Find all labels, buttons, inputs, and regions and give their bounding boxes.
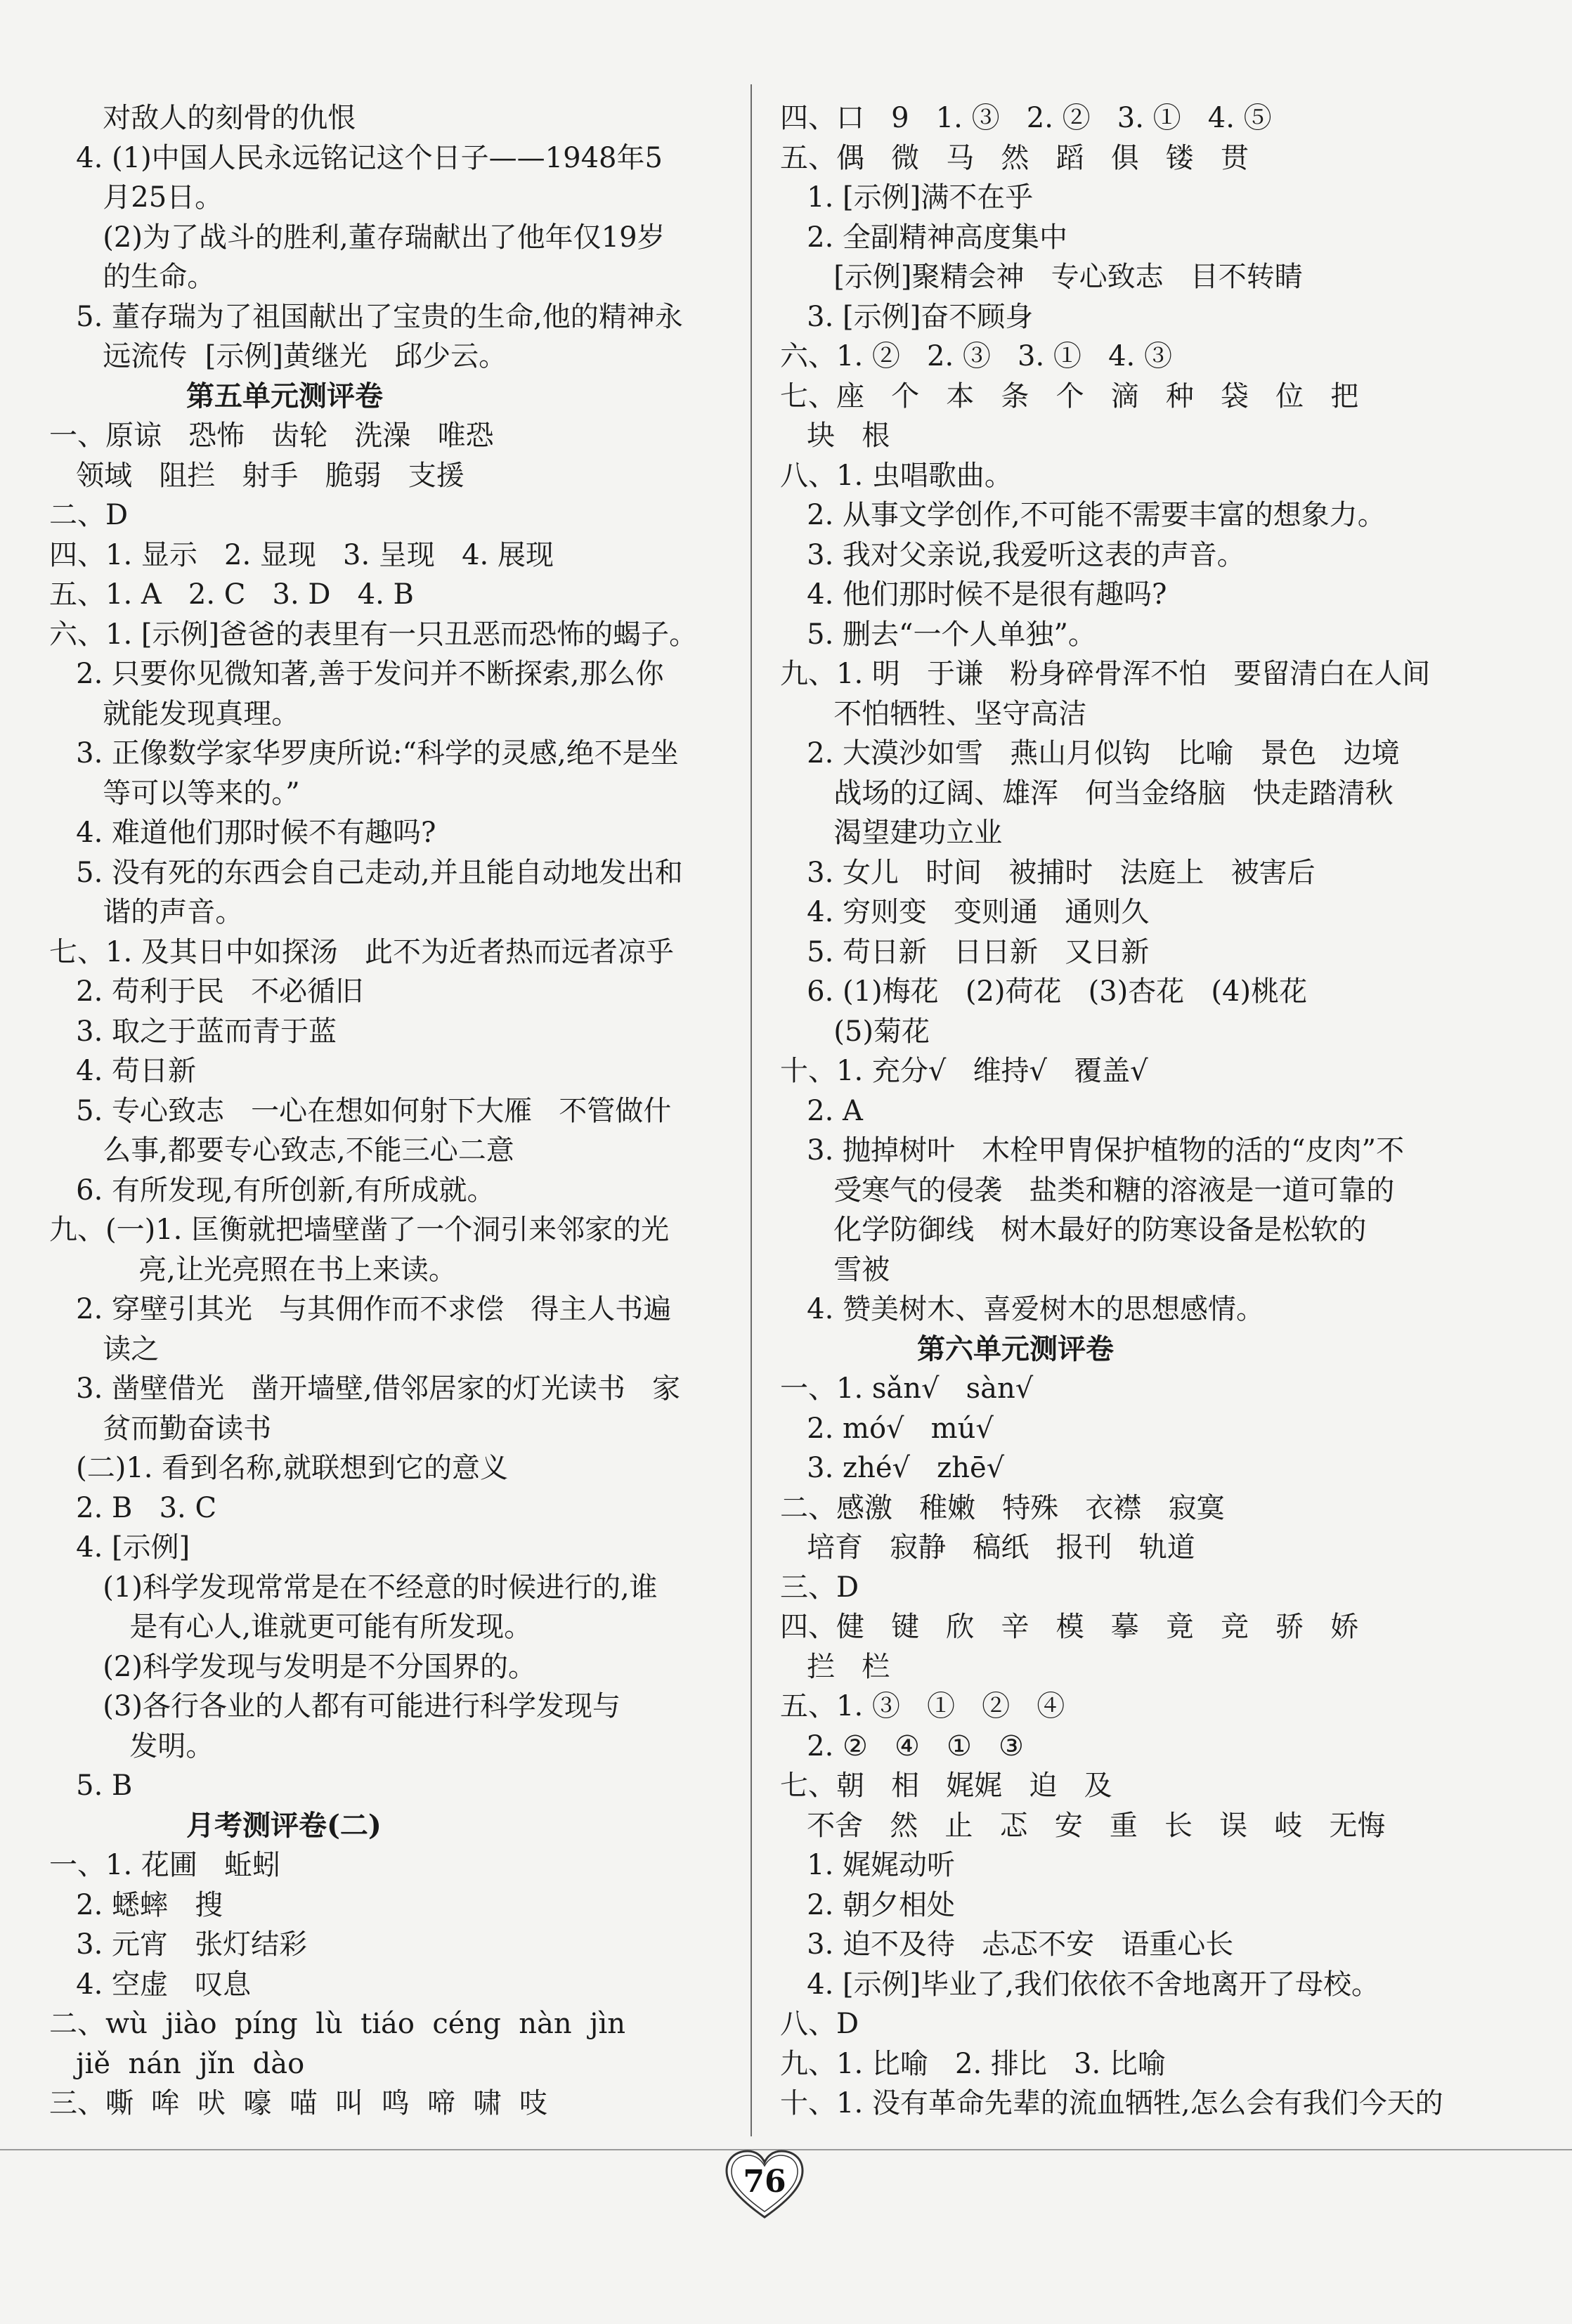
answer-line: (2)科学发现与发明是不分国界的。 <box>49 1650 536 1683</box>
answer-line: 发明。 <box>49 1729 214 1763</box>
answer-line: 5. 董存瑞为了祖国献出了宝贵的生命,他的精神永 <box>49 300 683 333</box>
answer-line: 十、1. 没有革命先辈的流血牺牲,怎么会有我们今天的 <box>780 2087 1443 2119</box>
left-column <box>49 98 724 2124</box>
answer-line: 谐的声音。 <box>49 896 244 928</box>
answer-line: 5. 苟日新 日日新 又日新 <box>780 935 1150 968</box>
answer-line: 战场的辽阔、雄浑 何当金络脑 快走踏清秋 <box>780 777 1394 810</box>
answer-line: (二)1. 看到名称,就联想到它的意义 <box>49 1452 508 1484</box>
answer-line: 2. 苟利于民 不必循旧 <box>49 975 364 1008</box>
answer-line: 七、座 个 本 条 个 滴 种 袋 位 把 <box>780 379 1359 413</box>
answer-line: 2. 只要你见微知著,善于发问并不断探索,那么你 <box>49 658 664 690</box>
answer-line: 3. 女儿 时间 被捕时 法庭上 被害后 <box>780 856 1316 889</box>
answer-line: 一、1. 花圃 蚯蚓 <box>49 1849 281 1881</box>
answer-line: 2. A <box>780 1094 863 1127</box>
answer-line: 5. 没有死的东西会自己走动,并且能自动地发出和 <box>49 856 683 889</box>
answer-line: 3. 迫不及待 忐忑不安 语重心长 <box>780 1928 1234 1961</box>
column-divider <box>751 84 752 2136</box>
answer-line: 等可以等来的。” <box>49 777 300 810</box>
answer-line: 贫而勤奋读书 <box>49 1412 272 1445</box>
answer-line: (2)为了战斗的胜利,董存瑞献出了他年仅19岁 <box>49 221 665 254</box>
answer-line: 四、健 键 欣 辛 模 摹 竟 竞 骄 娇 <box>780 1611 1359 1643</box>
answer-line: 3. 凿壁借光 凿开墙壁,借邻居家的灯光读书 家 <box>49 1372 681 1405</box>
answer-line: 四、1. 显示 2. 显现 3. 呈现 4. 展现 <box>49 538 554 571</box>
section-heading: 月考测评卷(二) <box>49 1808 382 1842</box>
page-number: 76 <box>743 2164 786 2200</box>
answer-line: 2. 全副精神高度集中 <box>780 221 1068 254</box>
answer-line: 雪被 <box>780 1253 890 1286</box>
answer-line: 三、D <box>780 1571 859 1604</box>
answer-line: 5. 删去“一个人单独”。 <box>780 618 1096 651</box>
answer-line: 2. 朝夕相处 <box>780 1888 956 1921</box>
answer-line: 渴望建功立业 <box>780 817 1003 849</box>
answer-line: 五、1. ③ ① ② ④ <box>780 1690 1065 1722</box>
answer-line: [示例]聚精会神 专心致志 目不转睛 <box>780 261 1303 293</box>
answer-line: 6. 有所发现,有所创新,有所成就。 <box>49 1174 495 1207</box>
answer-line: 4. [示例]毕业了,我们依依不舍地离开了母校。 <box>780 1968 1379 2001</box>
answer-line: 4. 赞美树木、喜爱树木的思想感情。 <box>780 1293 1265 1325</box>
answer-line: 2. 蟋蟀 搜 <box>49 1888 223 1921</box>
answer-line: 的生命。 <box>49 261 216 293</box>
answer-line: 3. 元宵 张灯结彩 <box>49 1928 308 1961</box>
page-number-badge <box>722 2147 807 2224</box>
answer-line: 4. (1)中国人民永远铭记这个日子——1948年5 <box>49 141 663 174</box>
answer-line: 五、偶 微 马 然 蹈 俱 镂 贯 <box>780 141 1249 174</box>
answer-line: 受寒气的侵袭 盐类和糖的溶液是一道可靠的 <box>780 1174 1395 1207</box>
answer-line: 块 根 <box>780 420 890 452</box>
answer-line: 么事,都要专心致志,不能三心二意 <box>49 1134 514 1167</box>
answer-line: 八、D <box>780 2008 859 2040</box>
answer-line: 2. mó√ mú√ <box>780 1412 994 1445</box>
answer-line: 6. (1)梅花 (2)荷花 (3)杏花 (4)桃花 <box>780 975 1308 1008</box>
answer-line: (3)各行各业的人都有可能进行科学发现与 <box>49 1690 621 1722</box>
answer-line: 4. 难道他们那时候不有趣吗? <box>49 817 436 849</box>
section-heading: 第六单元测评卷 <box>780 1332 1114 1365</box>
answer-line: 二、wù jiào píng lù tiáo céng nàn jìn <box>49 2008 626 2040</box>
answer-line: 一、1. sǎn√ sàn√ <box>780 1372 1034 1405</box>
answer-line: 三、嘶 哞 吠 嚎 喵 叫 鸣 啼 啸 吱 <box>49 2087 547 2119</box>
answer-line: 读之 <box>49 1332 160 1365</box>
answer-line: (5)菊花 <box>780 1015 930 1048</box>
answer-line: 九、(一)1. 匡衡就把墙壁凿了一个洞引来邻家的光 <box>49 1214 670 1246</box>
answer-line: 4. 穷则变 变则通 通则久 <box>780 896 1150 928</box>
answer-line: 七、1. 及其日中如探汤 此不为近者热而远者凉乎 <box>49 935 675 968</box>
answer-line: 2. 穿壁引其光 与其佣作而不求偿 得主人书遍 <box>49 1293 672 1325</box>
answer-line: 不怕牺牲、坚守高洁 <box>780 697 1087 730</box>
answer-line: 十、1. 充分√ 维持√ 覆盖√ <box>780 1055 1148 1087</box>
answer-line: 二、D <box>49 499 129 531</box>
answer-line: (1)科学发现常常是在不经意的时候进行的,谁 <box>49 1571 658 1604</box>
answer-line: 一、原谅 恐怖 齿轮 洗澡 唯恐 <box>49 420 494 452</box>
answer-line: 3. [示例]奋不顾身 <box>780 300 1034 333</box>
answer-line: 2. ② ④ ① ③ <box>780 1729 1024 1763</box>
answer-line: 远流传 [示例]黄继光 邱少云。 <box>49 340 507 372</box>
answer-line: 1. 娓娓动听 <box>780 1849 956 1881</box>
answer-line: 2. 从事文学创作,不可能不需要丰富的想象力。 <box>780 499 1386 531</box>
answer-line: 对敌人的刻骨的仇恨 <box>49 102 356 134</box>
answer-line: 亮,让光亮照在书上来读。 <box>49 1253 457 1286</box>
answer-line: 是有心人,谁就更可能有所发现。 <box>49 1611 533 1643</box>
answer-line: 九、1. 明 于谦 粉身碎骨浑不怕 要留清白在人间 <box>780 658 1431 690</box>
answer-line: 七、朝 相 娓娓 迫 及 <box>780 1770 1112 1802</box>
answer-line: 八、1. 虫唱歌曲。 <box>780 459 1013 492</box>
answer-line: 五、1. A 2. C 3. D 4. B <box>49 578 414 611</box>
answer-line: 培育 寂静 稿纸 报刊 轨道 <box>780 1531 1195 1564</box>
answer-line: 5. 专心致志 一心在想如何射下大雁 不管做什 <box>49 1094 672 1127</box>
answer-line: 4. 空虚 叹息 <box>49 1968 252 2001</box>
answer-line: 4. [示例] <box>49 1531 190 1564</box>
answer-line: 领域 阻拦 射手 脆弱 支援 <box>49 459 465 492</box>
answer-line: 化学防御线 树木最好的防寒设备是松软的 <box>780 1214 1367 1246</box>
answer-line: 3. 正像数学家华罗庚所说:“科学的灵感,绝不是坐 <box>49 737 679 770</box>
answer-line: 拦 栏 <box>780 1650 890 1683</box>
answer-line: 4. 他们那时候不是很有趣吗? <box>780 578 1167 611</box>
answer-line: 就能发现真理。 <box>49 697 300 730</box>
answer-line: 2. 大漠沙如雪 燕山月似钩 比喻 景色 边境 <box>780 737 1400 770</box>
answer-line: 2. B 3. C <box>49 1491 217 1524</box>
answer-line: 月25日。 <box>49 181 223 214</box>
answer-line: 4. 苟日新 <box>49 1055 197 1087</box>
answer-line: 1. [示例]满不在乎 <box>780 181 1034 214</box>
answer-line: 六、1. ② 2. ③ 3. ① 4. ③ <box>780 340 1172 372</box>
answer-line: 不舍 然 止 忑 安 重 长 误 岐 无悔 <box>780 1809 1386 1842</box>
answer-line: 二、感激 稚嫩 特殊 衣襟 寂寞 <box>780 1491 1225 1524</box>
answer-line: 九、1. 比喻 2. 排比 3. 比喻 <box>780 2047 1166 2080</box>
answer-line: 3. 我对父亲说,我爱听这表的声音。 <box>780 538 1245 571</box>
right-column <box>780 98 1469 2124</box>
answer-line: 六、1. [示例]爸爸的表里有一只丑恶而恐怖的蝎子。 <box>49 618 698 651</box>
answer-line: 3. zhé√ zhē√ <box>780 1452 1005 1484</box>
answer-line: 5. B <box>49 1770 133 1802</box>
answer-line: jiě nán jǐn dào <box>49 2047 305 2080</box>
answer-line: 3. 抛掉树叶 木栓甲胄保护植物的活的“皮肉”不 <box>780 1134 1405 1167</box>
section-heading: 第五单元测评卷 <box>49 379 383 413</box>
answer-line: 四、口 9 1. ③ 2. ② 3. ① 4. ⑤ <box>780 102 1272 134</box>
answer-line: 3. 取之于蓝而青于蓝 <box>49 1015 337 1048</box>
